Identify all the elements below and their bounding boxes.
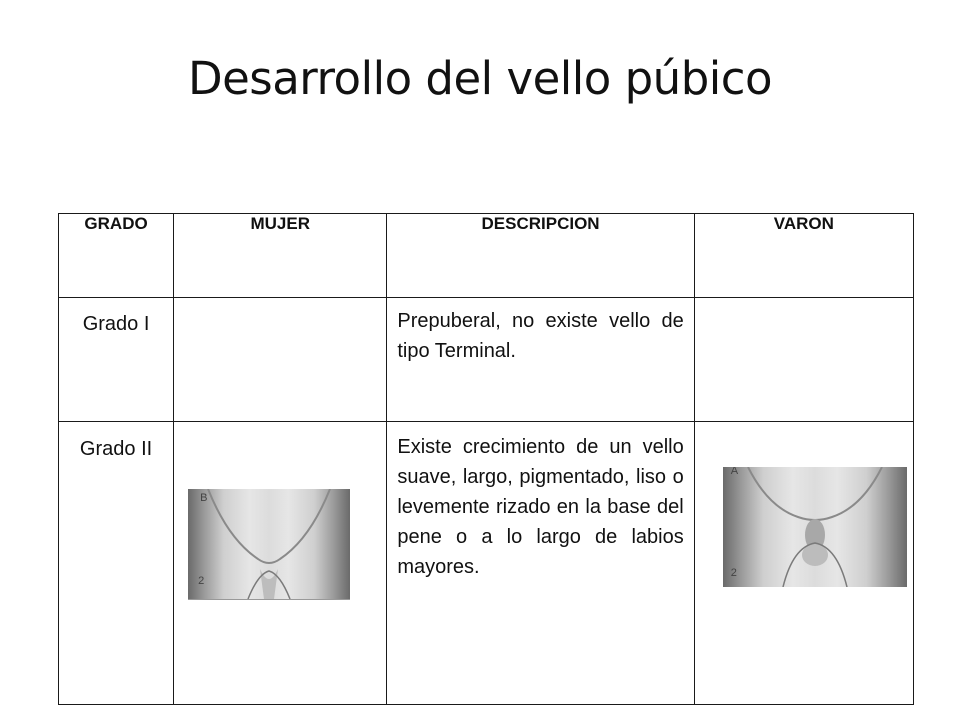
photo-letter-label: B	[200, 492, 208, 504]
table-row	[59, 298, 914, 422]
table-row	[59, 422, 914, 705]
female-anatomy-photo	[188, 489, 350, 600]
descripcion-cell: Existe crecimiento de un vello suave, largo, pigmentado, liso o levemente rizado en la base del pene o a lo largo de labios mayores.	[387, 422, 694, 705]
mujer-cell-empty	[174, 298, 387, 422]
grado-cell: Grado II	[59, 422, 174, 705]
header-descripcion: DESCRIPCION	[387, 214, 694, 298]
photo-letter-label: A	[730, 467, 739, 477]
varon-image-cell	[694, 422, 913, 705]
header-grado: GRADO	[59, 214, 174, 298]
slide-title: Desarrollo del vello púbico	[187, 52, 773, 105]
header-varon: VARON	[694, 214, 913, 298]
header-mujer: MUJER	[174, 214, 387, 298]
mujer-image-cell	[174, 422, 387, 705]
male-anatomy-photo	[723, 467, 907, 587]
photo-number-label: 2	[730, 567, 737, 579]
grado-cell: Grado I	[59, 298, 174, 422]
table-header-row	[59, 214, 914, 298]
descripcion-cell: Prepuberal, no existe vello de tipo Terminal.	[387, 298, 694, 422]
varon-cell-empty	[694, 298, 913, 422]
photo-number-label: 2	[198, 575, 205, 587]
pubic-hair-stages-table	[58, 213, 914, 705]
